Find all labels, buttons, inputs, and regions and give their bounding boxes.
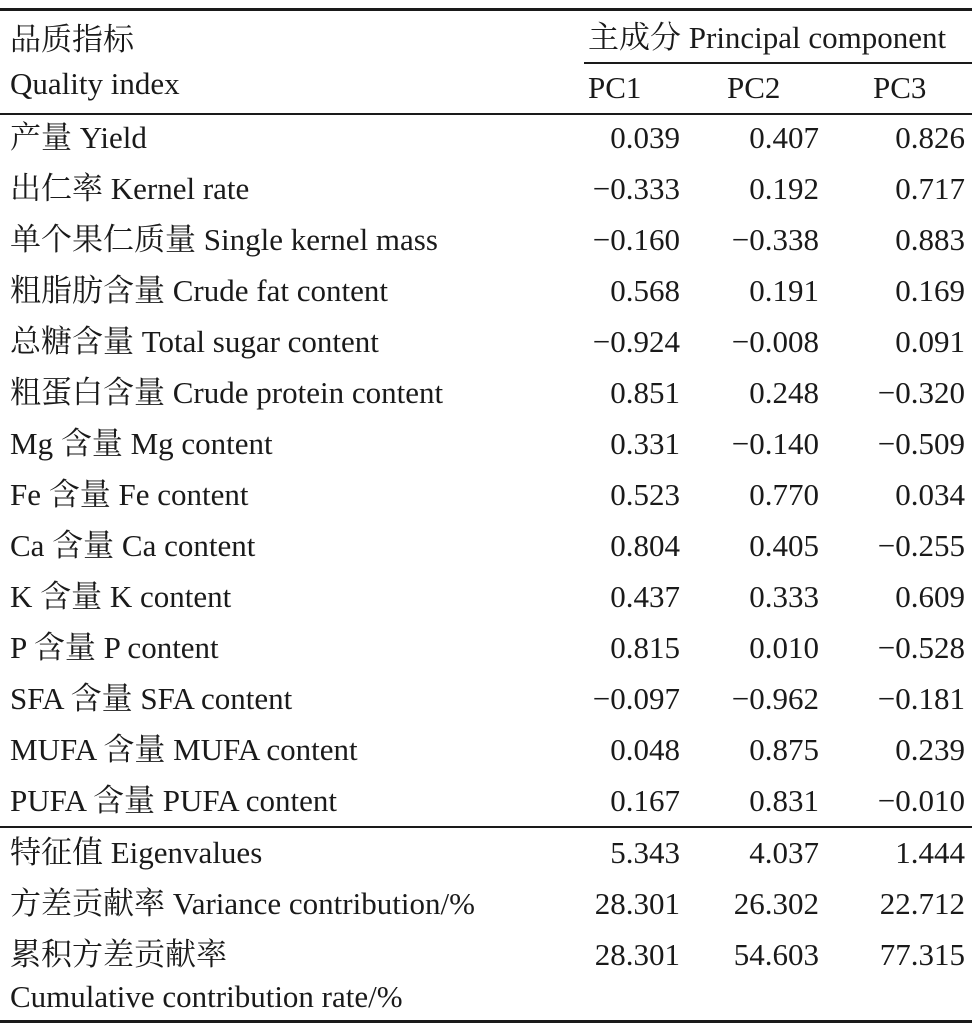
- header-pc2: PC2: [727, 70, 781, 105]
- pc2-value: 0.875: [749, 732, 819, 767]
- pc1-value: 0.167: [610, 783, 680, 818]
- pc1-value: −0.333: [592, 171, 680, 206]
- row-label: 特征值 Eigenvalues: [10, 835, 263, 870]
- pc3-value: −0.509: [877, 426, 965, 461]
- pc3-value: 0.239: [895, 732, 965, 767]
- pc3-value: −0.320: [877, 375, 965, 410]
- header-index-en: Quality index: [10, 66, 180, 101]
- row-label: 粗蛋白含量 Crude protein content: [10, 375, 444, 410]
- row-label: K 含量 K content: [10, 579, 232, 614]
- pc3-value: 0.717: [895, 171, 965, 206]
- header-index-cn: 品质指标: [10, 22, 134, 57]
- pc3-value: 0.883: [895, 222, 965, 257]
- row-label: 粗脂肪含量 Crude fat content: [10, 273, 388, 308]
- header-principal-component: 主成分 Principal component: [588, 20, 947, 55]
- pc1-value: 0.804: [610, 528, 680, 563]
- row-label: 产量 Yield: [10, 120, 147, 155]
- pc3-value: −0.255: [877, 528, 965, 563]
- pc3-value: −0.181: [877, 681, 965, 716]
- pc1-value: 5.343: [610, 835, 680, 870]
- top-rule: [0, 8, 972, 11]
- pc2-value: 4.037: [749, 835, 819, 870]
- pc1-value: −0.160: [592, 222, 680, 257]
- pc1-value: −0.924: [592, 324, 680, 359]
- pc3-value: 0.609: [895, 579, 965, 614]
- pc1-value: 0.523: [610, 477, 680, 512]
- pc3-value: −0.010: [877, 783, 965, 818]
- pc3-value: 0.826: [895, 120, 965, 155]
- pc1-value: 0.437: [610, 579, 680, 614]
- pc3-value: 77.315: [879, 937, 965, 972]
- pc1-value: 28.301: [594, 937, 680, 972]
- pc1-value: 0.048: [610, 732, 680, 767]
- header-rule: [0, 113, 972, 115]
- pc2-value: 0.407: [749, 120, 819, 155]
- pc2-value: −0.962: [731, 681, 819, 716]
- row-label: Mg 含量 Mg content: [10, 426, 273, 461]
- pc2-value: −0.140: [731, 426, 819, 461]
- row-label: SFA 含量 SFA content: [10, 681, 293, 716]
- pc1-value: 28.301: [594, 886, 680, 921]
- pc3-value: 0.169: [895, 273, 965, 308]
- pc3-value: 1.444: [895, 835, 965, 870]
- pc1-value: 0.039: [610, 120, 680, 155]
- pc2-value: 54.603: [733, 937, 819, 972]
- row-label: Fe 含量 Fe content: [10, 477, 249, 512]
- pc1-value: 0.331: [610, 426, 680, 461]
- pc2-value: 0.770: [749, 477, 819, 512]
- row-label: Ca 含量 Ca content: [10, 528, 256, 563]
- pc3-value: 0.034: [895, 477, 965, 512]
- row-label: 累积方差贡献率: [10, 937, 227, 972]
- row-label: 单个果仁质量 Single kernel mass: [10, 222, 438, 257]
- pc2-value: 26.302: [733, 886, 819, 921]
- group-rule: [584, 62, 972, 64]
- summary-rule: [0, 826, 972, 828]
- bottom-rule: [0, 1020, 972, 1023]
- pc2-value: 0.010: [749, 630, 819, 665]
- pc2-value: 0.248: [749, 375, 819, 410]
- row-label: 出仁率 Kernel rate: [10, 171, 250, 206]
- pc2-value: 0.192: [749, 171, 819, 206]
- header-pc3: PC3: [873, 70, 927, 105]
- row-label-en: Cumulative contribution rate/%: [10, 979, 403, 1014]
- pc2-value: 0.405: [749, 528, 819, 563]
- pc2-value: −0.338: [731, 222, 819, 257]
- pc3-value: 22.712: [879, 886, 965, 921]
- pc3-value: 0.091: [895, 324, 965, 359]
- pc2-value: 0.333: [749, 579, 819, 614]
- row-label: PUFA 含量 PUFA content: [10, 783, 337, 818]
- pc2-value: −0.008: [731, 324, 819, 359]
- pc1-value: 0.851: [610, 375, 680, 410]
- header-pc1: PC1: [588, 70, 642, 105]
- pc1-value: 0.815: [610, 630, 680, 665]
- pc2-value: 0.831: [749, 783, 819, 818]
- pc1-value: 0.568: [610, 273, 680, 308]
- row-label: 总糖含量 Total sugar content: [10, 324, 379, 359]
- row-label: MUFA 含量 MUFA content: [10, 732, 358, 767]
- pc2-value: 0.191: [749, 273, 819, 308]
- pc3-value: −0.528: [877, 630, 965, 665]
- row-label: P 含量 P content: [10, 630, 219, 665]
- pc1-value: −0.097: [592, 681, 680, 716]
- row-label: 方差贡献率 Variance contribution/%: [10, 886, 475, 921]
